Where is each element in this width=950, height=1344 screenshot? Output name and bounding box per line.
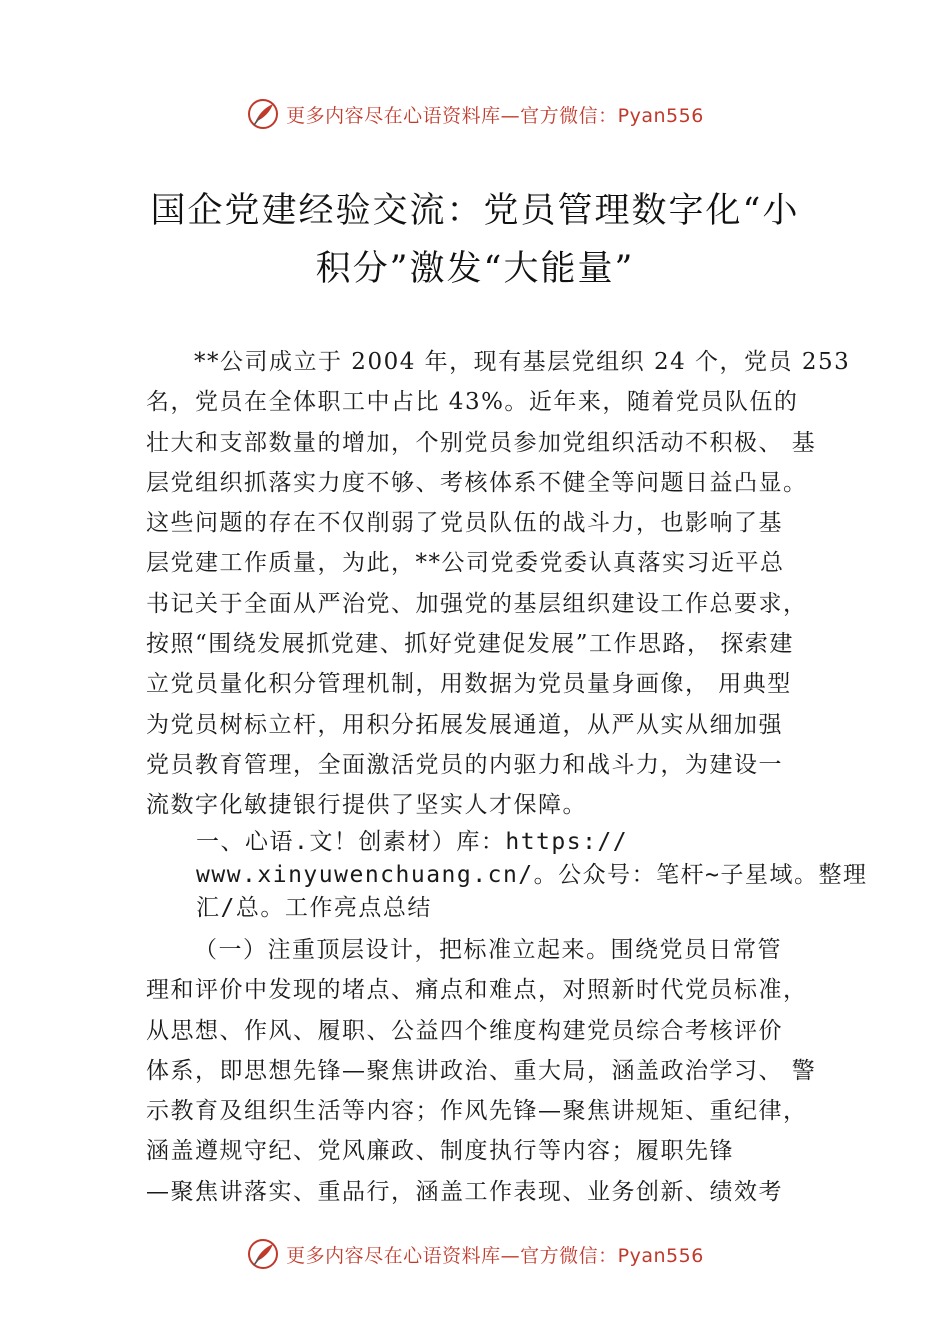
intro-paragraph — [146, 342, 850, 826]
text-line: 层党建工作质量，为此，**公司党委党委认真落实习近平总 — [146, 550, 785, 577]
text-line: 理和评价中发现的堵点、痛点和难点，对照新时代党员标准， — [146, 977, 808, 1004]
text-line: 按照“围绕发展抓党建、抓好党建促发展”工作思路， 探索建 — [146, 631, 794, 658]
text-line: 层党组织抓落实力度不够、考核体系不健全等问题日益凸显。 — [146, 469, 808, 496]
text-line: 名，党员在全体职工中占比 43%。近年来，随着党员队伍的 — [146, 389, 799, 416]
title-line-2: 积分”激发“大能量” — [315, 249, 635, 289]
title-line-1: 国企党建经验交流：党员管理数字化“小 — [150, 191, 800, 231]
text-line: —聚焦讲落实、重品行，涵盖工作表现、业务创新、绩效考 — [146, 1178, 783, 1205]
text-line: 涵盖遵规守纪、党风廉政、制度执行等内容；履职先锋 — [146, 1138, 734, 1165]
text-line: www.xinyuwenchuang.cn/。公众号：笔杆~子星域。整理 — [196, 862, 868, 888]
watermark-header — [0, 92, 950, 136]
text-line: 体系，即思想先锋—聚焦讲政治、重大局，涵盖政治学习、 警 — [146, 1057, 817, 1084]
text-line: 一、心语.文！创素材）库：https:// — [196, 829, 629, 855]
watermark-text: 更多内容尽在心语资料库—官方微信：Pyan556 — [286, 104, 704, 127]
text-line: 壮大和支部数量的增加，个别党员参加党组织活动不积极、 基 — [146, 429, 817, 456]
section-heading-1 — [196, 826, 868, 925]
item-1-paragraph — [146, 930, 816, 1212]
text-line: 汇/总。工作亮点总结 — [196, 895, 432, 921]
text-line: 党员教育管理，全面激活党员的内驱力和战斗力，为建设一 — [146, 751, 783, 778]
text-line: 示教育及组织生活等内容；作风先锋—聚焦讲规矩、重纪律， — [146, 1098, 808, 1125]
text-line: 这些问题的存在不仅削弱了党员队伍的战斗力，也影响了基 — [146, 510, 783, 537]
feather-pen-seal-icon — [246, 1237, 280, 1271]
text-line: 立党员量化积分管理机制，用数据为党员量身画像， 用典型 — [146, 671, 792, 698]
text-line: 从思想、作风、履职、公益四个维度构建党员综合考核评价 — [146, 1017, 783, 1044]
text-line: （一）注重顶层设计，把标准立起来。围绕党员日常管 — [194, 937, 782, 963]
text-line: 书记关于全面从严治党、加强党的基层组织建设工作总要求， — [146, 590, 808, 617]
text-line: 流数字化敏捷银行提供了坚实人才保障。 — [146, 792, 587, 819]
watermark-footer — [0, 1232, 950, 1276]
document-title — [100, 182, 850, 298]
feather-pen-seal-icon — [246, 97, 280, 131]
text-line: 为党员树标立杆，用积分拓展发展通道，从严从实从细加强 — [146, 711, 783, 738]
text-line: **公司成立于 2004 年，现有基层党组织 24 个，党员 253 — [194, 349, 851, 375]
watermark-text: 更多内容尽在心语资料库—官方微信：Pyan556 — [286, 1244, 704, 1267]
